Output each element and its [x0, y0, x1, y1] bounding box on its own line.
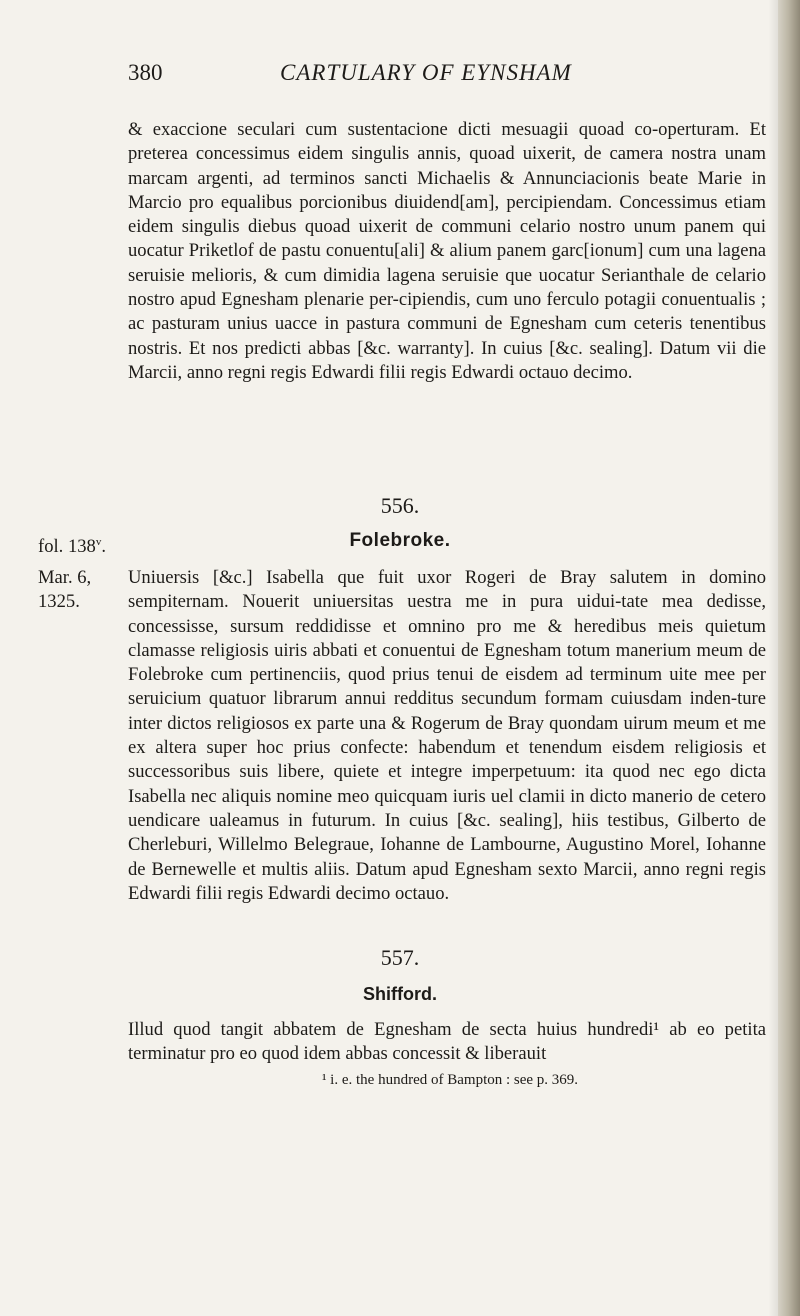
charter-number-556: 556. — [380, 493, 420, 518]
margin-date-note: Mar. 6, 1325. — [38, 567, 92, 613]
charter-title-folebroke: Folebroke. — [349, 530, 451, 551]
page-number: 380 — [128, 60, 163, 85]
footnote: ¹ i. e. the hundred of Bampton : see p. 369. — [321, 1072, 579, 1088]
charter-title-shifford: Shifford. — [363, 984, 437, 1004]
charter-556-text: Uniuersis [&c.] Isabella que fuit uxor Rogeri de Bray salutem in domino sempiternam. Nouerit uniuersitas uestra me in pura uidui-tate mea dedisse, concessisse, sursum reddidisse et omnino pro me & heredibus meis quietum clamasse religiosis uiris abbati et conuentui de Egnesham totum manerium meum de Folebroke cum pertinenciis, quod prius tenui de eisdem ad terminum uite mee per seruicium quatuor librarum annui redditus secundum formam cuiusdam inden-ture inter dictos religiosos ex parte una & Rogerum de Bray quondam uirum meum et me ex altera super hoc prius confecte: habendum et tenendum eisdem religiosis et successoribus suis libere, quiete et integre imperpetuum: ita quod nec ego dicta Isabella nec aliquis nomine meo quicquam iuris uel clamii in dicto manerio de cetero uendicare ualeamus in futurum. In cuius [&c. sealing], hiis testibus, Gilberto de Cherleburi, Willelmo Belegraue, Iohanne de Lambourne, Augustino Morel, Iohanne de Bernewelle et multis aliis. Datum apud Egnesham sexto Marcii, anno regni regis Edwardi filii regis Edwardi decimo octauo. — [128, 567, 766, 904]
page-edge — [778, 0, 800, 1316]
binding-shadow — [768, 0, 778, 1316]
continuation-paragraph: & exaccione seculari cum sustentacione dicti mesuagii quoad co-operturam. Et preterea concessimus eidem singulis annis, quoad uixerit, de camera nostra unam marcam argenti, ad terminos sancti Michaelis & Annunciacionis beate Marie in Marcio pro equalibus porcionibus diuidend[am], percipiendam. Concessimus etiam eidem singulis diebus quoad uixerit de communi celario nostro unum panem qui uocatur Priketlof de pastu conuentu[ali] & alium panem garc[ionum] cum una lagena seruisie melioris, & cum dimidia lagena seruisie que uocatur Serianthale de celario nostro apud Egnesham plenarie per-cipiendis, cum uno ferculo potagii conuentualis ; ac pasturam unius uacce in pastura communi de Egnesham cum ceteris tenentibus nostris. Et nos predicti abbas [&c. warranty]. In cuius [&c. sealing]. Datum vii die Marcii, anno regni regis Edwardi filii regis Edwardi octauo decimo. — [128, 119, 766, 383]
charter-number-557: 557. — [380, 945, 420, 970]
margin-folio-note: fol. 138$^v$. — [38, 536, 106, 558]
page-header — [128, 60, 688, 100]
charter-557-text: Illud quod tangit abbatem de Egnesham de secta huius hundredi¹ ab eo petita terminatur pro eo quod idem abbas concessit & liberauit — [128, 1019, 766, 1065]
running-head: CARTULARY OF EYNSHAM — [280, 60, 572, 85]
